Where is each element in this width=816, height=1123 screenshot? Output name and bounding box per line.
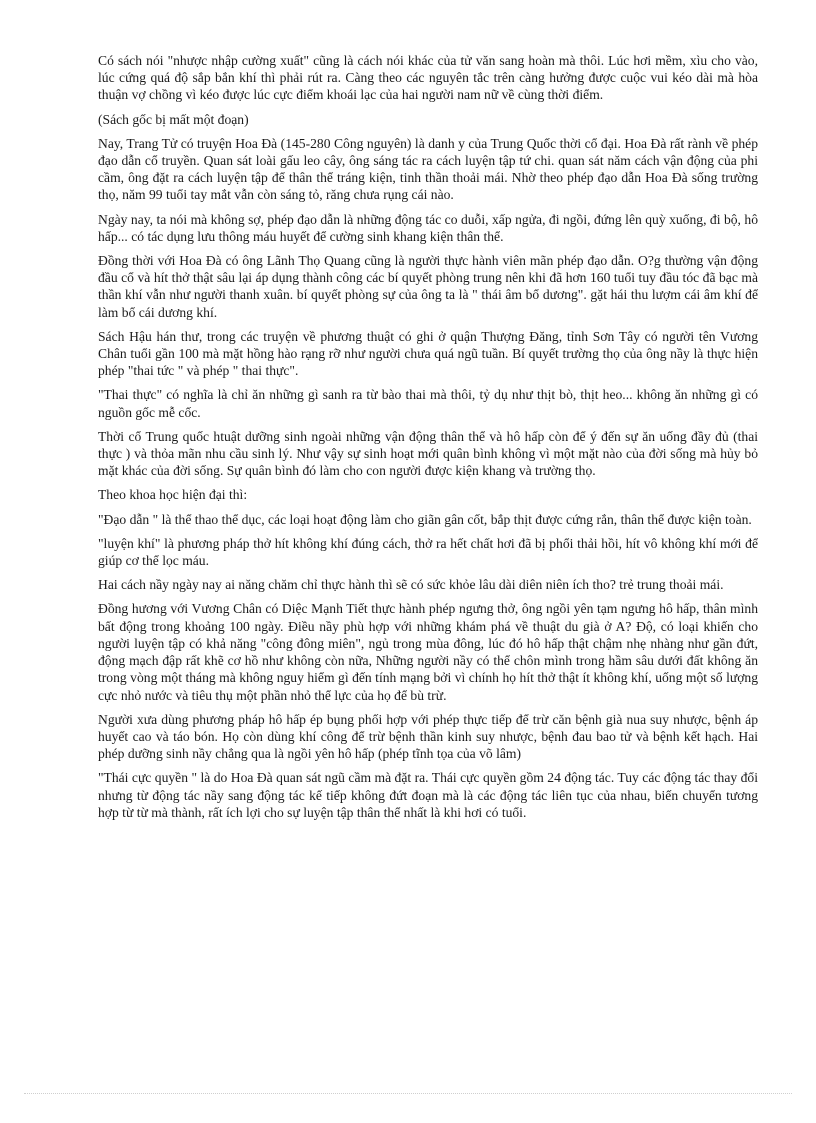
paragraph-hai-cach: Hai cách nầy ngày nay ai năng chăm chỉ thực hành thì sẽ có sức khỏe lâu dài diên niên ích tho? trẻ trung thoải mái.: [98, 577, 724, 593]
paragraph-duong-sinh: Thời cổ Trung quốc htuật dưỡng sinh ngoài những vận động thân thể và hô hấp còn để ý đến sự ăn uống đầy đủ (thai thực ) và thỏa mãn nhu cầu sinh lý. Như vậy sự sinh hoạt mới quân bình không vì một mặt nào của đời sống mà hủy bỏ mặt khác của đời sống. Sự quân bình đó làm cho con người được kiện khang và trường thọ.: [98, 428, 758, 479]
paragraph-hoa-da: Nay, Trang Tử có truyện Hoa Đà (145-280 Công nguyên) là danh y của Trung Quốc thời cổ đại. Hoa Đà rất rành về phép đạo dẫn cổ truyền. Quan sát loài gấu leo cây, ông sáng tác ra cách luyện tập tứ chi. quan sát năm cách vận động của phi cầm, ông đặt ra cách luyện tập để thân thể tráng kiện, tinh thần thoải mái. Nhờ theo phép đạo dẫn Hoa Đà sống trường thọ, năm 99 tuổi tay mắt vẫn còn sáng tỏ, răng chưa rụng cái nào.: [98, 135, 758, 203]
paragraph-vuong-chan: Sách Hậu hán thư, trong các truyện về phương thuật có ghi ở quận Thượng Đăng, tỉnh Sơn Tây có người tên Vương Chân tuổi gần 100 mà mặt hồng hào rạng rỡ như người chưa quá ngũ tuần. Bí quyết trường thọ của ông nầy là thực hiện phép "thai tức " và phép " thai thực".: [98, 328, 758, 379]
paragraph-thai-cuc-quyen: "Thái cực quyền " là do Hoa Đà quan sát ngũ cầm mà đặt ra. Thái cực quyền gồm 24 động tác. Tuy các động tác thay đổi nhưng từ động tác nầy sang động tác kế tiếp không đứt đoạn mà là các động tác liên tục của nhau, biến chuyển tương hợp từ từ mà thành, rất ích lợi cho sự luyện tập thân thể nhất là khi hơi có tuổi.: [98, 770, 758, 820]
paragraph-nhuoc-nhap: Có sách nói "nhược nhập cường xuất" cũng là cách nói khác của tử văn sang hoàn mà thôi. Lúc hơi mềm, xìu cho vào, lúc cứng quá độ sắp bắn khí thì phải rút ra. Càng theo các nguyên tắc trên càng hưởng được cuộc vui kéo dài mà hòa thuận vợ chồng vì kéo được lúc cực điểm khoái lạc của hai người nam nữ về cùng thời điểm.: [98, 53, 758, 103]
paragraph-thai-thuc: "Thai thực" có nghĩa là chỉ ăn những gì sanh ra từ bào thai mà thôi, tỷ dụ như thịt bò, thịt heo... không ăn những gì có nguồn gốc mễ cốc.: [98, 387, 758, 420]
paragraph-luyen-khi-def: "luyện khí" là phương pháp thở hít không khí đúng cách, thở ra hết chất hơi đã bị phổi thải hồi, hít vô không khí mới để giúp cơ thể lọc máu.: [98, 535, 758, 569]
paragraph-khoa-hoc: Theo khoa học hiện đại thì:: [98, 487, 248, 503]
page-bottom-rule: [24, 1093, 792, 1094]
paragraph-dao-dan-today: Ngày nay, ta nói mà không sợ, phép đạo dẫn là những động tác co duỗi, xấp ngửa, đi ngồi, đứng lên quỳ xuống, đi bộ, hô hấp... có tác dụng lưu thông máu huyết để cường sinh khang kiện thân thể.: [98, 211, 758, 244]
paragraph-dao-dan-def: "Đạo dẫn " là thể thao thể dục, các loại hoạt động làm cho giãn gân cốt, bắp thịt được cứng rắn, thân thể được kiện toàn.: [98, 511, 752, 527]
paragraph-lanh-tho-quang: Đồng thời với Hoa Đà có ông Lãnh Thọ Quang cũng là người thực hành viên mãn phép đạo dẫn. O?g thường vận động đầu cổ và hít thở thật sâu lại áp dụng thành công các bí quyết phòng trung nên khi đã hơn 160 tuổi tuy đầu tóc đã bạc mà thần khí vẫn như người thanh xuân. bí quyết phòng sự của ông ta là " thái âm bổ dương". gặt hái thu lượm cái âm khí để làm bổ cái dương khí.: [98, 253, 758, 320]
paragraph-diec-manh-tiet: Đồng hương với Vương Chân có Diệc Mạnh Tiết thực hành phép ngưng thở, ông ngồi yên tạm ngưng hô hấp, thân mình bất động trong khoảng 100 ngày. Điều nầy phù hợp với những khám phá về thuật du già ở A? Độ, có loại khiến cho người luyện tập có khả năng "công đông miên", ngủ trong mùa đông, lúc đó hô hấp thật chậm nhẹ nhàng như gần đứt, động mạch đập rất khẽ cơ hồ như không còn nữa, Những người nầy có thể chôn mình trong hầm sâu dưới đất không ăn trong vòng một tháng mà không nguy hiểm gì đến tính mạng bởi vì chính họ hít thở thật ít không khí, uống một số lượng cực nhỏ nước và tiêu thụ một phần nhỏ thể lực của họ để bù trừ.: [98, 601, 758, 703]
paragraph-missing-note: (Sách gốc bị mất một đoạn): [98, 111, 249, 127]
paragraph-nguoi-xua: Người xưa dùng phương pháp hô hấp ép bụng phối hợp với phép thực tiếp để trừ căn bệnh già nua suy nhược, bệnh áp huyết cao và táo bón. Họ còn dùng khí công để trừ bệnh thần kinh suy nhược, bệnh đau bao tử và bệnh kết hạch. Hai phép dưỡng sinh nầy chẳng qua là ngồi yên hô hấp (phép tĩnh tọa của võ lâm): [98, 711, 758, 762]
document-page: [98, 52, 758, 828]
